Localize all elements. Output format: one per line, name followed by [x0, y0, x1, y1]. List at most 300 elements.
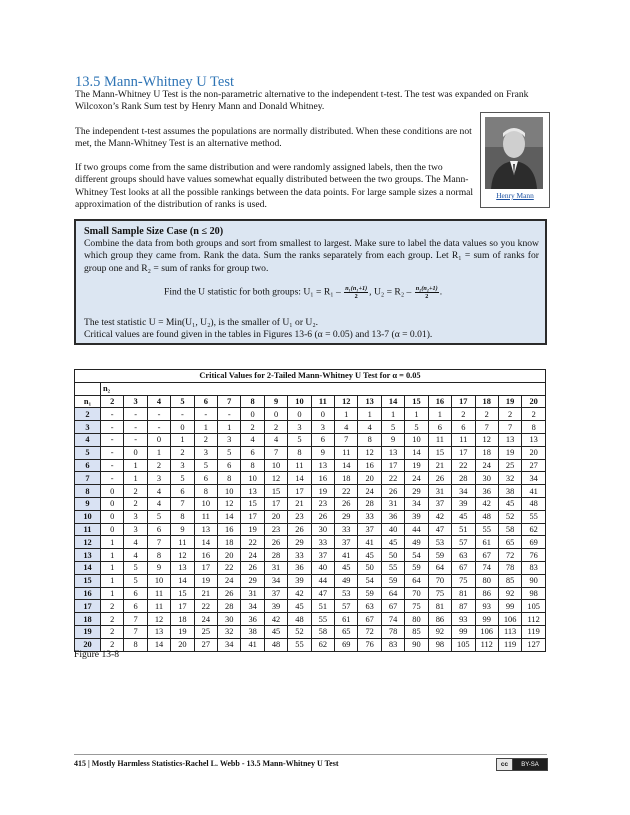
table-cell: 1	[335, 408, 358, 421]
table-cell: 59	[428, 549, 451, 562]
table-cell: 2	[194, 433, 217, 446]
table-cell: 18	[335, 472, 358, 485]
column-header: 2	[101, 395, 124, 408]
table-cell: 25	[498, 459, 521, 472]
table-cell: 29	[288, 536, 311, 549]
table-cell: 2	[498, 408, 521, 421]
table-cell: -	[101, 433, 124, 446]
table-cell: 19	[405, 459, 428, 472]
table-cell: 22	[241, 536, 264, 549]
small-sample-callout	[74, 219, 547, 345]
table-cell: 33	[288, 549, 311, 562]
table-cell: 13	[147, 625, 170, 638]
table-cell: 11	[171, 536, 194, 549]
fraction-2: $\frac{\text{n₂(n₂+1)}}{2}$	[415, 285, 438, 300]
table-cell: 22	[194, 600, 217, 613]
table-cell: 44	[405, 523, 428, 536]
table-cell: 17	[288, 485, 311, 498]
table-cell: 22	[452, 459, 475, 472]
table-cell: 48	[522, 497, 546, 510]
column-header: 8	[241, 395, 264, 408]
table-cell: 19	[241, 523, 264, 536]
column-header: 9	[264, 395, 287, 408]
table-cell: 45	[358, 549, 381, 562]
table-cell: 17	[241, 510, 264, 523]
table-cell: 8	[194, 485, 217, 498]
table-cell: 1	[147, 446, 170, 459]
table-cell: 13	[381, 446, 404, 459]
table-cell: 4	[241, 433, 264, 446]
table-cell: 16	[218, 523, 241, 536]
column-header: 4	[147, 395, 170, 408]
table-cell: 19	[498, 446, 521, 459]
table-cell: 99	[452, 625, 475, 638]
table-row	[75, 433, 546, 446]
n2-label-row	[75, 382, 546, 395]
table-cell: 24	[218, 574, 241, 587]
table-cell: 63	[358, 600, 381, 613]
table-cell: 2	[124, 497, 147, 510]
table-cell: 1	[101, 549, 124, 562]
table-cell: 16	[311, 472, 334, 485]
table-cell: 6	[124, 600, 147, 613]
table-row	[75, 587, 546, 600]
table-row	[75, 510, 546, 523]
table-cell: 4	[147, 485, 170, 498]
table-cell: 12	[171, 549, 194, 562]
column-header: 10	[288, 395, 311, 408]
row-header: 6	[75, 459, 101, 472]
table-cell: 7	[147, 536, 170, 549]
table-cell: 15	[264, 485, 287, 498]
table-cell: 11	[194, 510, 217, 523]
table-cell: 26	[311, 510, 334, 523]
column-header: 17	[452, 395, 475, 408]
table-cell: 39	[405, 510, 428, 523]
table-cell: -	[124, 433, 147, 446]
table-row	[75, 625, 546, 638]
column-header: 13	[358, 395, 381, 408]
table-cell: 54	[405, 549, 428, 562]
table-cell: 5	[405, 421, 428, 434]
table-cell: 85	[405, 625, 428, 638]
by-sa-label: BY-SA	[513, 759, 547, 770]
column-header: 6	[194, 395, 217, 408]
row-header: 3	[75, 421, 101, 434]
table-cell: 22	[218, 561, 241, 574]
table-cell: 127	[522, 638, 546, 651]
table-cell: 5	[381, 421, 404, 434]
table-cell: 61	[475, 536, 498, 549]
table-cell: 2	[101, 613, 124, 626]
corner-blank	[75, 382, 101, 395]
table-cell: 80	[475, 574, 498, 587]
column-header: 5	[171, 395, 194, 408]
table-cell: 2	[452, 408, 475, 421]
table-cell: 3	[124, 510, 147, 523]
table-cell: 6	[218, 459, 241, 472]
table-cell: 38	[241, 625, 264, 638]
table-cell: 65	[335, 625, 358, 638]
table-cell: 23	[264, 523, 287, 536]
formula-lead: Find the U statistic for both groups: U₁ = R₁ –	[164, 286, 341, 298]
table-cell: 24	[405, 472, 428, 485]
table-cell: 0	[124, 446, 147, 459]
table-cell: 80	[405, 613, 428, 626]
critical-values-line: Critical values are found given in the tables in Figures 13-6 (α = 0.05) and 13-7 (α = 0.01).	[84, 329, 433, 340]
table-cell: 39	[264, 600, 287, 613]
table-cell: -	[194, 408, 217, 421]
table-cell: 0	[311, 408, 334, 421]
table-cell: 31	[428, 485, 451, 498]
table-cell: 28	[218, 600, 241, 613]
table-cell: 61	[335, 613, 358, 626]
u-statistic-formula	[164, 285, 442, 300]
table-cell: 45	[288, 600, 311, 613]
table-cell: 13	[498, 433, 521, 446]
row-header: 20	[75, 638, 101, 651]
table-cell: 20	[522, 446, 546, 459]
table-cell: 30	[475, 472, 498, 485]
table-cell: 48	[288, 613, 311, 626]
table-row	[75, 536, 546, 549]
table-cell: 32	[218, 625, 241, 638]
table-cell: 42	[288, 587, 311, 600]
table-cell: 37	[264, 587, 287, 600]
table-cell: 15	[241, 497, 264, 510]
table-cell: 23	[311, 497, 334, 510]
table-cell: 54	[358, 574, 381, 587]
table-cell: 0	[264, 408, 287, 421]
table-cell: 41	[241, 638, 264, 651]
table-title: Critical Values for 2-Tailed Mann-Whitney U Test for α = 0.05	[75, 370, 546, 383]
table-cell: -	[101, 472, 124, 485]
row-header: 19	[75, 625, 101, 638]
table-cell: 33	[358, 510, 381, 523]
table-cell: 7	[475, 421, 498, 434]
table-cell: 33	[335, 523, 358, 536]
table-cell: 14	[288, 472, 311, 485]
table-cell: 10	[218, 485, 241, 498]
table-cell: 34	[264, 574, 287, 587]
table-cell: 41	[335, 549, 358, 562]
table-cell: 3	[124, 523, 147, 536]
row-header: 16	[75, 587, 101, 600]
table-cell: -	[124, 408, 147, 421]
table-cell: 17	[171, 600, 194, 613]
table-cell: 67	[381, 600, 404, 613]
table-cell: 22	[381, 472, 404, 485]
table-cell: 6	[452, 421, 475, 434]
table-cell: 26	[288, 523, 311, 536]
table-cell: 19	[311, 485, 334, 498]
table-cell: 7	[124, 625, 147, 638]
column-header: 18	[475, 395, 498, 408]
table-cell: 15	[171, 587, 194, 600]
table-cell: -	[101, 459, 124, 472]
table-cell: 19	[194, 574, 217, 587]
table-cell: 4	[124, 536, 147, 549]
table-cell: 18	[218, 536, 241, 549]
critical-values-table-container	[74, 369, 546, 652]
table-cell: 3	[218, 433, 241, 446]
table-cell: 99	[498, 600, 521, 613]
table-cell: 30	[311, 523, 334, 536]
table-cell: 37	[358, 523, 381, 536]
table-cell: 37	[311, 549, 334, 562]
section-title: 13.5 Mann-Whitney U Test	[75, 74, 234, 90]
table-cell: 81	[428, 600, 451, 613]
n1-label: n₁	[75, 395, 101, 408]
table-cell: 10	[147, 574, 170, 587]
table-cell: 12	[475, 433, 498, 446]
table-cell: 13	[522, 433, 546, 446]
table-cell: 52	[288, 625, 311, 638]
table-cell: 8	[288, 446, 311, 459]
table-cell: 1	[101, 574, 124, 587]
table-cell: 75	[452, 574, 475, 587]
table-cell: 48	[264, 638, 287, 651]
table-cell: 21	[428, 459, 451, 472]
table-cell: 13	[194, 523, 217, 536]
table-cell: -	[101, 446, 124, 459]
table-cell: 42	[475, 497, 498, 510]
method-paragraph: If two groups come from the same distribution and were randomly assigned labels, then the two different groups should have values somewhat equally distributed between the two groups. The Mann-Whitney Test looks at all the possible rankings between the data points. For large sample sizes a normal approximation of the distribution of ranks is used.	[75, 162, 474, 211]
table-cell: 29	[335, 510, 358, 523]
table-cell: 0	[147, 433, 170, 446]
table-cell: 75	[428, 587, 451, 600]
table-cell: 10	[405, 433, 428, 446]
table-cell: 69	[335, 638, 358, 651]
critical-values-table	[74, 369, 546, 652]
row-header: 2	[75, 408, 101, 421]
table-cell: 23	[288, 510, 311, 523]
table-cell: 45	[452, 510, 475, 523]
table-cell: 2	[241, 421, 264, 434]
table-cell: 39	[452, 497, 475, 510]
table-cell: 112	[522, 613, 546, 626]
table-cell: 76	[358, 638, 381, 651]
table-cell: 13	[241, 485, 264, 498]
table-row	[75, 574, 546, 587]
table-cell: 55	[522, 510, 546, 523]
table-cell: 0	[171, 421, 194, 434]
table-cell: 9	[171, 523, 194, 536]
table-cell: 24	[358, 485, 381, 498]
table-cell: 63	[452, 549, 475, 562]
table-cell: 93	[452, 613, 475, 626]
table-row	[75, 638, 546, 651]
table-cell: 75	[405, 600, 428, 613]
table-cell: 59	[405, 561, 428, 574]
table-cell: 34	[241, 600, 264, 613]
figure-caption: Figure 13-8	[74, 649, 120, 660]
table-cell: 16	[358, 459, 381, 472]
row-header: 12	[75, 536, 101, 549]
table-cell: 26	[264, 536, 287, 549]
cc-icon: cc	[497, 759, 513, 770]
table-cell: 58	[498, 523, 521, 536]
table-row	[75, 485, 546, 498]
test-statistic-line: The test statistic U = Min(U₁, U₂), is the smaller of U₁ or U₂.	[84, 317, 319, 328]
table-cell: 81	[452, 587, 475, 600]
table-cell: 1	[124, 459, 147, 472]
table-cell: 53	[428, 536, 451, 549]
table-cell: 1	[218, 421, 241, 434]
table-row	[75, 446, 546, 459]
table-row	[75, 613, 546, 626]
table-cell: 22	[335, 485, 358, 498]
table-cell: 36	[241, 613, 264, 626]
table-cell: 14	[194, 536, 217, 549]
table-cell: 28	[452, 472, 475, 485]
table-cell: 49	[335, 574, 358, 587]
table-cell: 0	[288, 408, 311, 421]
table-cell: 74	[381, 613, 404, 626]
table-cell: 1	[405, 408, 428, 421]
table-cell: 1	[381, 408, 404, 421]
table-cell: -	[147, 421, 170, 434]
table-cell: 8	[522, 421, 546, 434]
table-cell: 1	[124, 472, 147, 485]
table-cell: 50	[381, 549, 404, 562]
table-cell: 0	[101, 497, 124, 510]
table-cell: 49	[405, 536, 428, 549]
row-header: 4	[75, 433, 101, 446]
column-header: 12	[335, 395, 358, 408]
table-cell: 67	[358, 613, 381, 626]
column-header: 7	[218, 395, 241, 408]
table-cell: 14	[171, 574, 194, 587]
table-cell: 1	[428, 408, 451, 421]
table-cell: 14	[335, 459, 358, 472]
table-cell: 85	[498, 574, 521, 587]
table-cell: 92	[498, 587, 521, 600]
table-cell: 4	[335, 421, 358, 434]
table-cell: 4	[124, 549, 147, 562]
table-cell: 11	[335, 446, 358, 459]
table-cell: 9	[381, 433, 404, 446]
row-header: 11	[75, 523, 101, 536]
table-cell: 8	[241, 459, 264, 472]
table-cell: 8	[358, 433, 381, 446]
table-cell: 5	[194, 459, 217, 472]
table-cell: 24	[194, 613, 217, 626]
table-cell: 31	[264, 561, 287, 574]
table-cell: 26	[381, 485, 404, 498]
table-cell: 17	[452, 446, 475, 459]
table-cell: -	[171, 408, 194, 421]
table-cell: 10	[264, 459, 287, 472]
column-header: 11	[311, 395, 334, 408]
table-cell: 0	[101, 523, 124, 536]
table-cell: 34	[218, 638, 241, 651]
table-cell: -	[147, 408, 170, 421]
table-cell: 55	[475, 523, 498, 536]
table-cell: 28	[358, 497, 381, 510]
table-cell: 78	[381, 625, 404, 638]
table-cell: 18	[475, 446, 498, 459]
table-cell: 4	[147, 497, 170, 510]
table-cell: 7	[171, 497, 194, 510]
table-cell: 21	[288, 497, 311, 510]
table-cell: 24	[475, 459, 498, 472]
table-cell: 45	[335, 561, 358, 574]
table-cell: 112	[475, 638, 498, 651]
table-cell: 45	[264, 625, 287, 638]
table-cell: 37	[335, 536, 358, 549]
table-cell: 29	[241, 574, 264, 587]
table-cell: 2	[264, 421, 287, 434]
formula-end: .	[439, 286, 443, 298]
table-cell: 7	[498, 421, 521, 434]
table-cell: 47	[311, 587, 334, 600]
table-cell: 62	[522, 523, 546, 536]
table-cell: 92	[428, 625, 451, 638]
table-cell: 69	[522, 536, 546, 549]
table-cell: 37	[428, 497, 451, 510]
table-row	[75, 523, 546, 536]
photo-caption-link[interactable]: Henry Mann	[496, 191, 534, 200]
table-cell: 3	[288, 421, 311, 434]
table-cell: 8	[171, 510, 194, 523]
table-cell: 86	[475, 587, 498, 600]
table-cell: 28	[264, 549, 287, 562]
table-cell: 21	[194, 587, 217, 600]
table-cell: 50	[358, 561, 381, 574]
table-cell: 11	[147, 587, 170, 600]
intro-paragraph: The Mann-Whitney U Test is the non-parametric alternative to the independent t-test. The test was expanded on Frank Wilcoxon’s Rank Sum test by Henry Mann and Donald Whitney.	[75, 89, 529, 113]
table-cell: 26	[428, 472, 451, 485]
table-cell: 6	[241, 446, 264, 459]
table-cell: 2	[101, 625, 124, 638]
table-cell: 64	[381, 587, 404, 600]
table-cell: 93	[475, 600, 498, 613]
table-cell: 78	[498, 561, 521, 574]
fraction-1: $\frac{\text{n₁(n₁+1)}}{2}$	[345, 285, 368, 300]
assumption-paragraph: The independent t-test assumes the populations are normally distributed. When these conditions are not met, the Mann-Whitney Test is an alternative method.	[75, 126, 472, 150]
table-cell: 11	[428, 433, 451, 446]
table-cell: 17	[194, 561, 217, 574]
table-cell: 11	[288, 459, 311, 472]
table-cell: 24	[241, 549, 264, 562]
table-cell: 86	[428, 613, 451, 626]
table-cell: 12	[147, 613, 170, 626]
table-cell: 12	[358, 446, 381, 459]
table-cell: 18	[171, 613, 194, 626]
table-cell: 40	[311, 561, 334, 574]
table-cell: 2	[147, 459, 170, 472]
table-cell: 20	[171, 638, 194, 651]
table-cell: 51	[311, 600, 334, 613]
table-cell: 3	[311, 421, 334, 434]
table-cell: 7	[264, 446, 287, 459]
portrait-figure	[480, 112, 550, 208]
henry-mann-photo	[485, 117, 543, 189]
cc-license-badge[interactable]	[496, 758, 548, 771]
column-header: 19	[498, 395, 521, 408]
table-cell: 47	[428, 523, 451, 536]
table-cell: 20	[218, 549, 241, 562]
row-header: 5	[75, 446, 101, 459]
table-cell: 4	[358, 421, 381, 434]
table-cell: -	[101, 408, 124, 421]
table-cell: 0	[101, 510, 124, 523]
table-row	[75, 408, 546, 421]
table-cell: 34	[522, 472, 546, 485]
table-cell: 10	[194, 497, 217, 510]
row-header: 7	[75, 472, 101, 485]
